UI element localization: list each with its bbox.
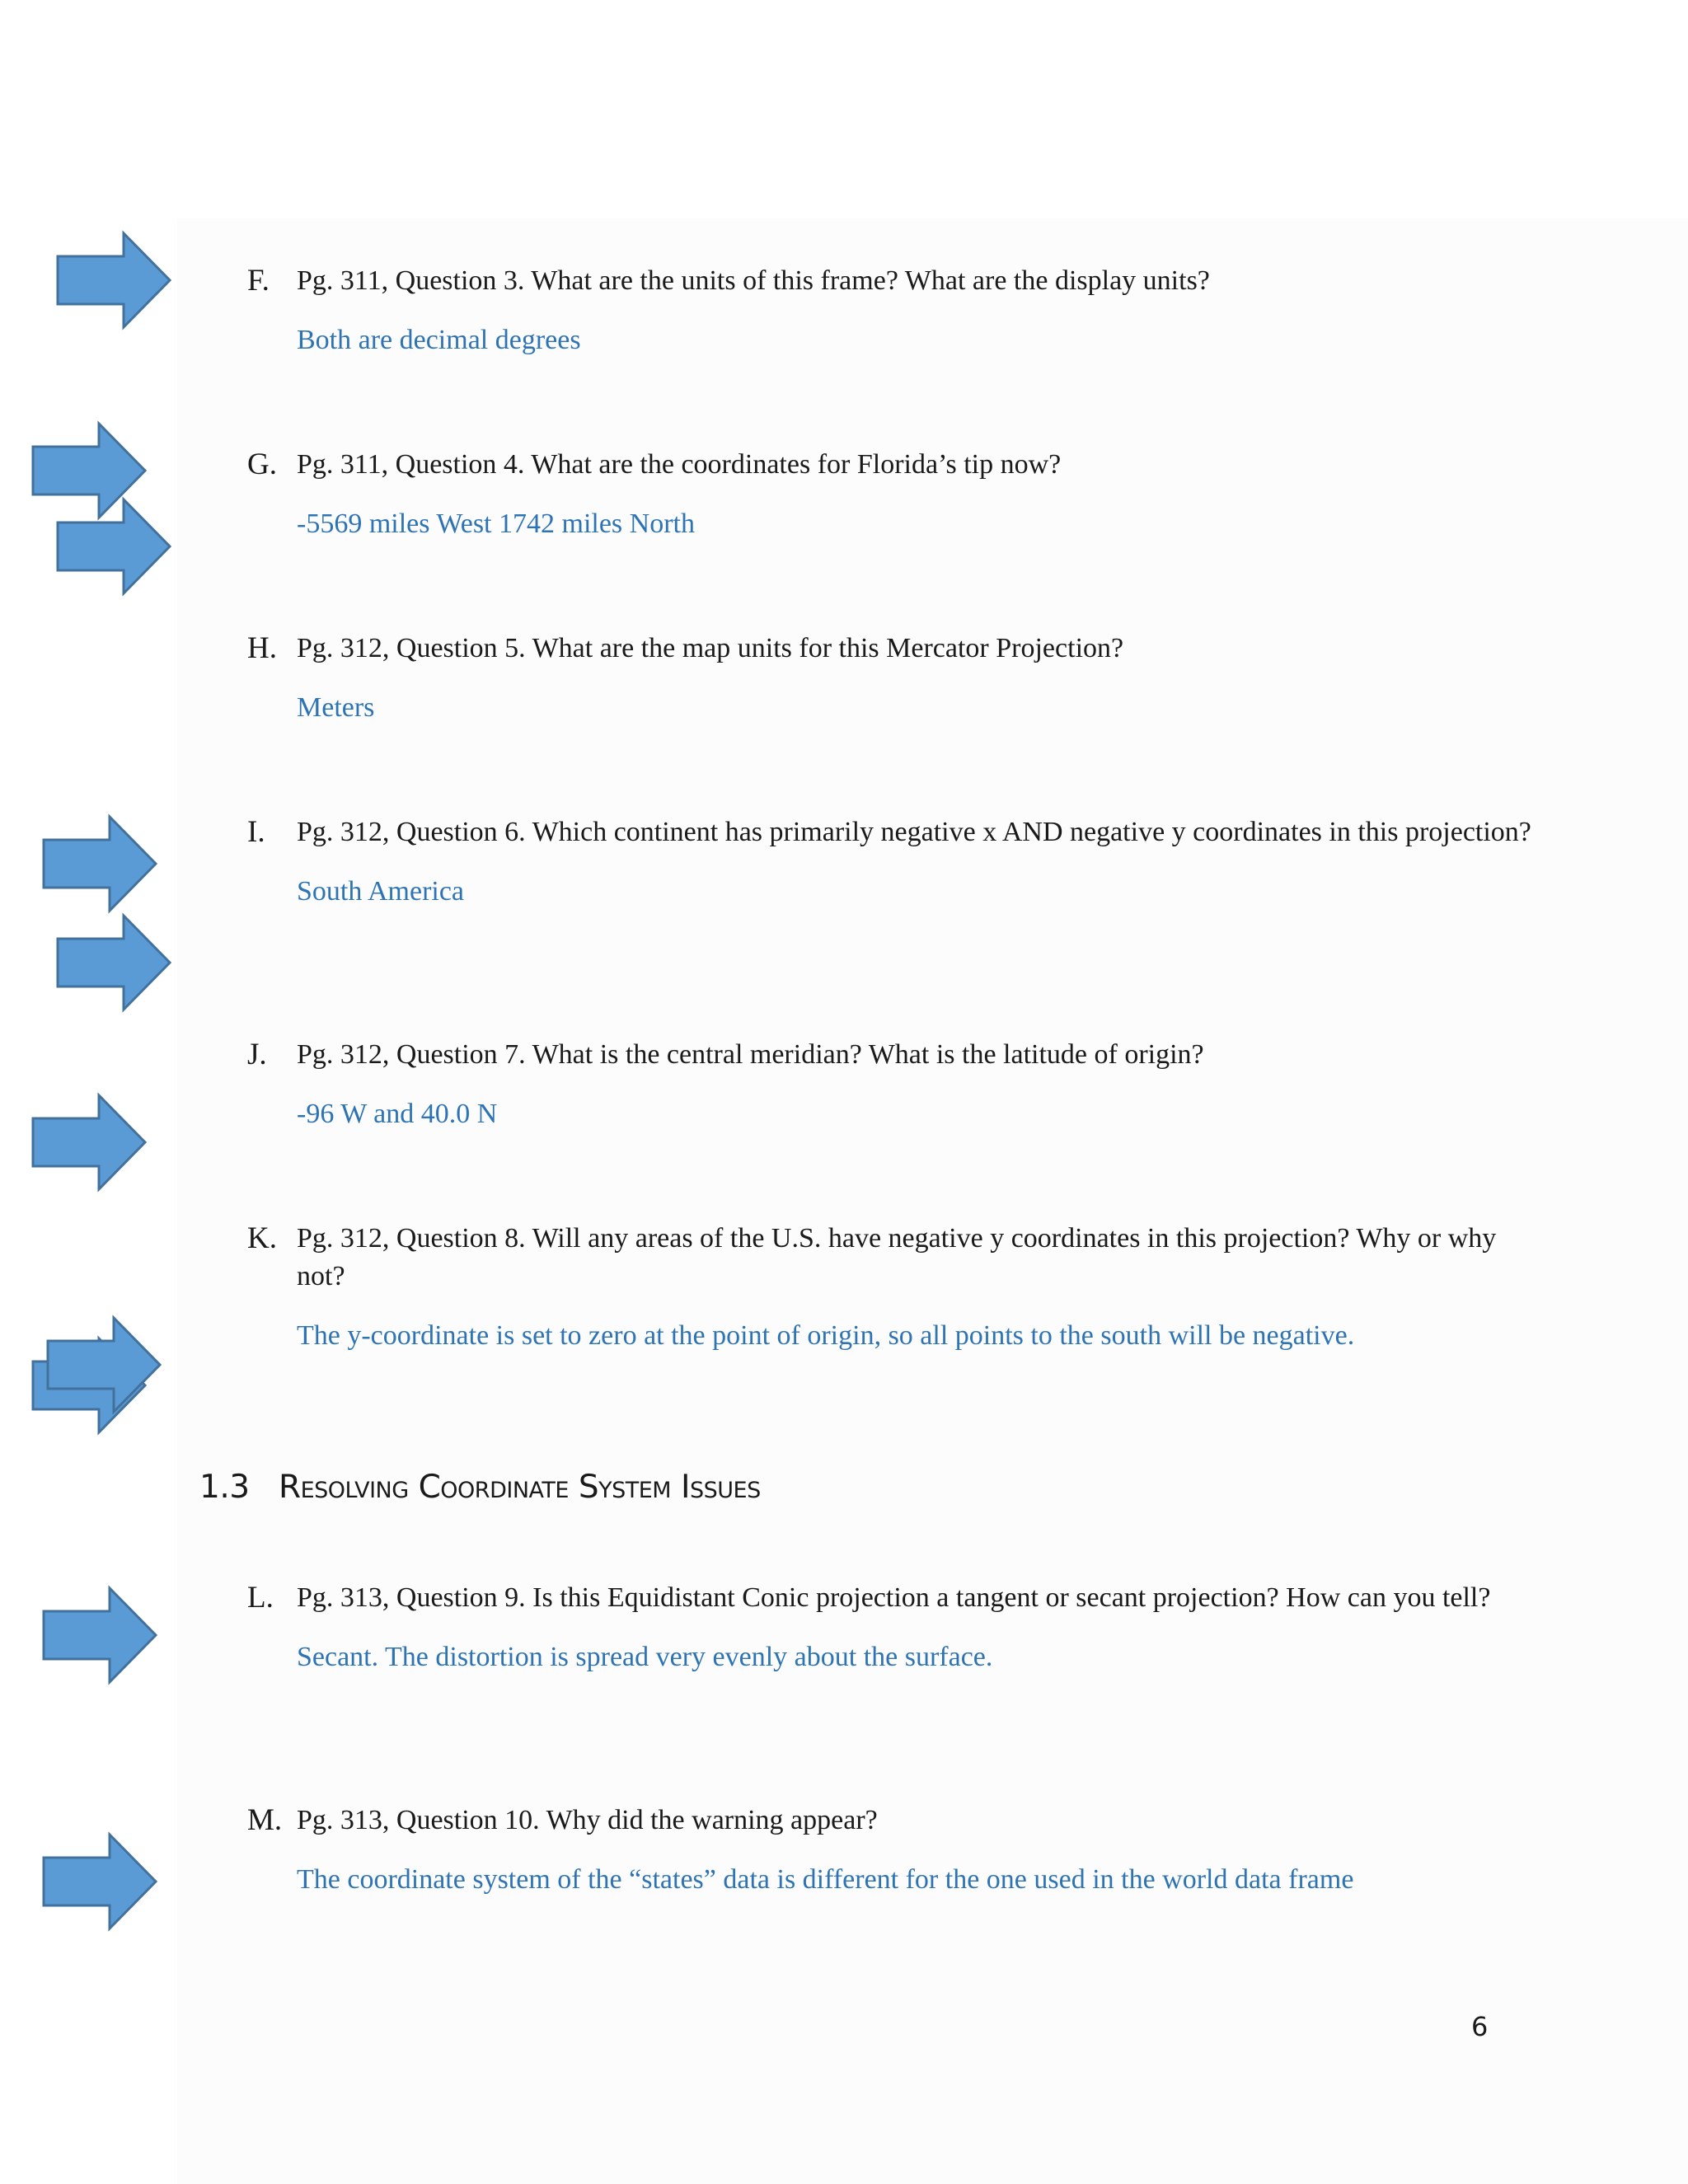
question-letter: G. [247,448,277,481]
question-item [247,262,1533,359]
answer-text: The coordinate system of the “states” data is different for the one used in the world data frame [297,1864,1354,1895]
section-number: 1.3 [199,1469,250,1506]
question-text: Pg. 313, Question 10. Why did the warning appear? [297,1805,878,1835]
right-arrow-icon [56,498,171,595]
question-letter: F. [247,264,270,298]
question-item [247,1802,1533,1899]
question-letter: H. [247,631,277,665]
question-text: Pg. 311, Question 3. What are the units of this frame? What are the display units? [297,265,1210,296]
right-arrow-icon [46,1316,162,1413]
question-item [247,1579,1533,1676]
answer-text: Meters [297,692,375,723]
question-text: Pg. 312, Question 5. What are the map units for this Mercator Projection? [297,633,1124,663]
question-item [247,630,1533,727]
question-item [247,1036,1533,1133]
question-text: Pg. 312, Question 8. Will any areas of the U.S. have negative y coordinates in this projection? Why or why not? [297,1223,1497,1291]
question-text: Pg. 313, Question 9. Is this Equidistant Conic projection a tangent or secant projection? How can you tell? [297,1582,1491,1613]
right-arrow-icon [42,1586,157,1684]
question-item [247,813,1533,911]
right-arrow-icon [42,1833,157,1930]
question-text: Pg. 312, Question 7. What is the central meridian? What is the latitude of origin? [297,1039,1204,1070]
right-arrow-icon [56,914,171,1011]
question-item [247,446,1533,543]
question-text: Pg. 312, Question 6. Which continent has primarily negative x AND negative y coordinates in this projection? [297,817,1531,847]
answer-text: Both are decimal degrees [297,325,581,355]
answer-text: The y-coordinate is set to zero at the point of origin, so all points to the south will be negative. [297,1320,1355,1351]
section-heading [199,1469,761,1506]
question-item [247,1220,1533,1355]
answer-text: South America [297,876,465,907]
answer-text: -96 W and 40.0 N [297,1099,498,1129]
question-text: Pg. 311, Question 4. What are the coordinates for Florida’s tip now? [297,449,1062,480]
right-arrow-icon [56,232,171,329]
question-letter: L. [247,1581,274,1615]
right-arrow-icon [31,1094,147,1191]
page-number: 6 [1471,2011,1489,2042]
right-arrow-icon [42,815,157,912]
question-letter: K. [247,1221,277,1255]
section-title: Resolving Coordinate System Issues [279,1469,761,1506]
question-letter: J. [247,1038,267,1071]
answer-text: Secant. The distortion is spread very evenly about the surface. [297,1642,993,1672]
question-letter: I. [247,815,265,849]
answer-text: -5569 miles West 1742 miles North [297,509,695,539]
question-letter: M. [247,1803,283,1837]
